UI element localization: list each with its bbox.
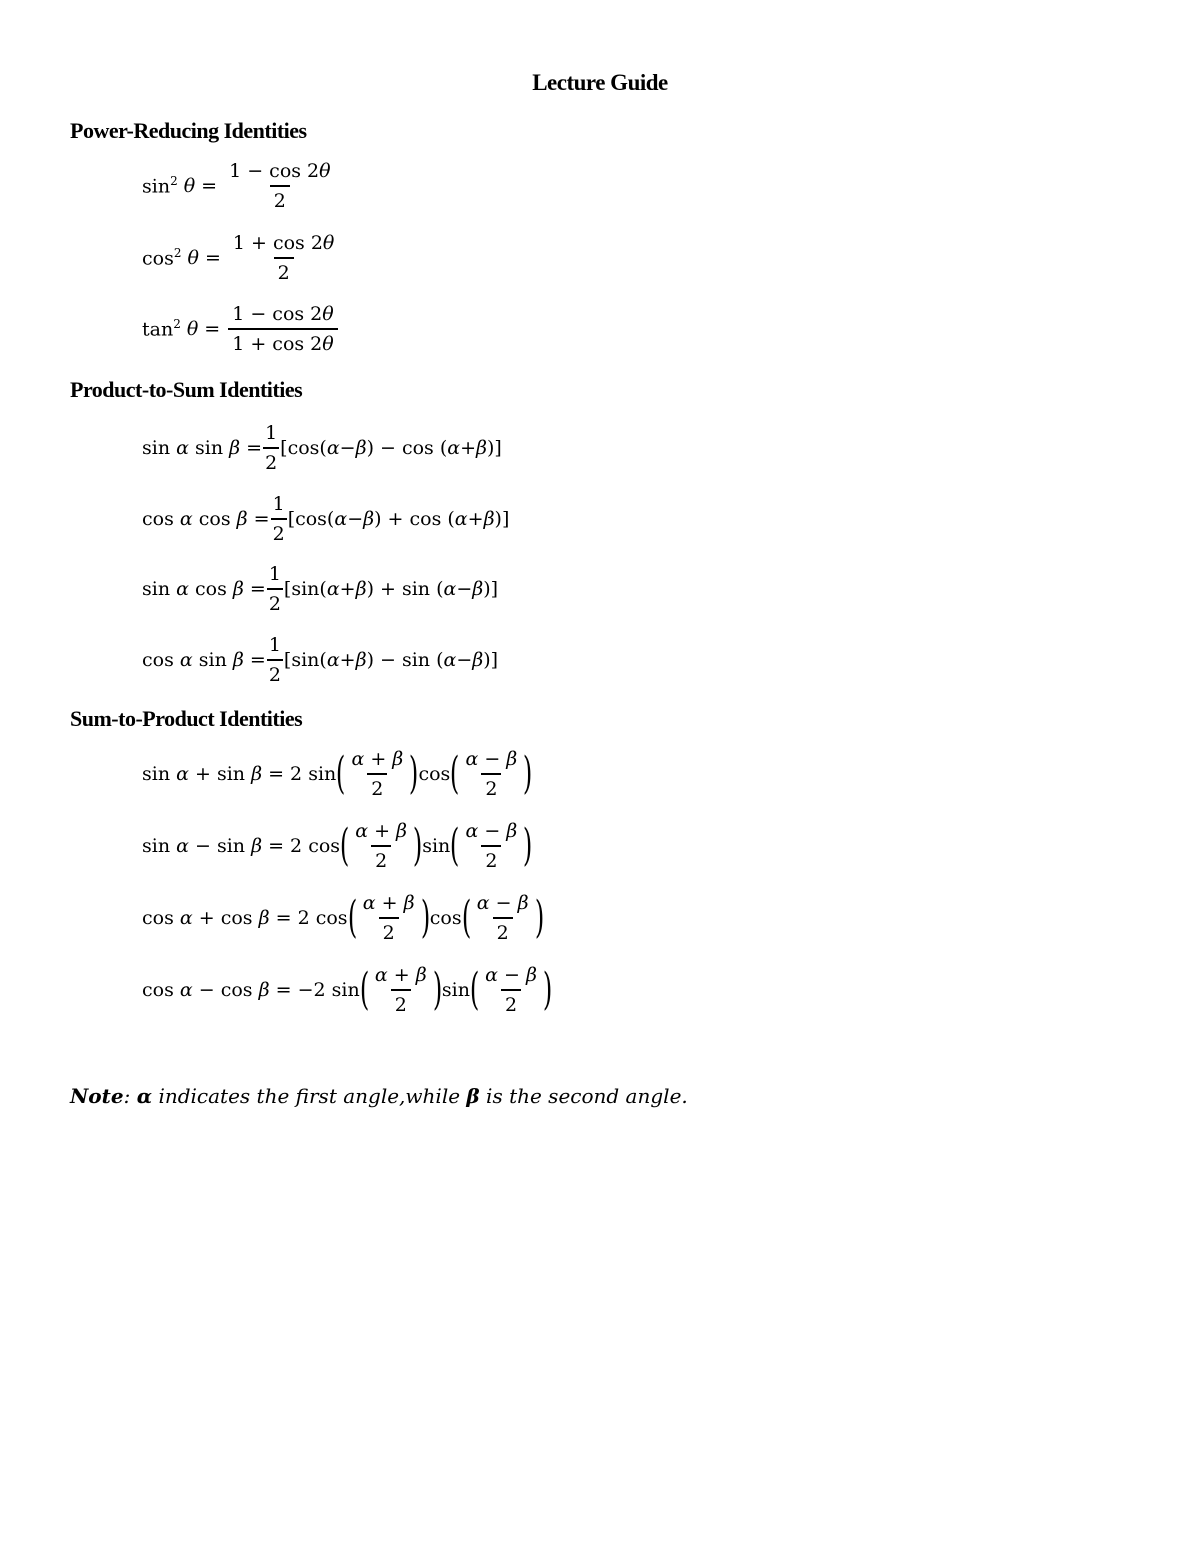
equation-cos-minus-cos: cos α − cos β = −2 sin ( $\frac{\alpha + \beta}{2}$ ) sin ( $\frac{\alpha - \beta}{2}$ ) <box>142 964 553 1016</box>
heading-power-reducing: Power-Reducing Identities <box>70 118 307 143</box>
equation-cos-squared: $\cos^2$ θ = $\frac{1 + \cos 2\theta}{2}$ <box>142 232 335 284</box>
note-text-2: is the second angle. <box>486 1084 688 1108</box>
equation-sin-minus-sin: sin α − sin β = 2 cos ( $\frac{\alpha + \beta}{2}$ ) sin ( $\frac{\alpha - \beta}{2}$ ) <box>142 820 533 872</box>
note-label: Note <box>70 1084 124 1108</box>
heading-product-to-sum: Product-to-Sum Identities <box>70 377 303 402</box>
equation-sin-plus-sin: sin α + sin β = 2 sin ( $\frac{\alpha + \beta}{2}$ ) cos ( $\frac{\alpha - \beta}{2}$ ) <box>142 748 533 800</box>
heading-sum-to-product: Sum-to-Product Identities <box>70 706 303 731</box>
note-text-1: indicates the first angle,while <box>158 1084 461 1108</box>
equation-sin-sin: sin α sin β = $\frac{1}{2}$ [cos( α − β ) − cos ( α + β )] <box>142 422 502 474</box>
equation-sin-squared: $\sin^2$ θ = $\frac{1 - \cos 2\theta}{2}$ <box>142 160 331 212</box>
page-title: Lecture Guide <box>532 70 668 95</box>
equation-cos-cos: cos α cos β = $\frac{1}{2}$ [cos( α − β ) + cos ( α + β )] <box>142 493 510 545</box>
equation-tan-squared: $\tan^2$ θ = $\frac{1 - \cos 2\theta}{1 + \cos 2\theta}$ <box>142 303 340 355</box>
note-alpha: α <box>136 1084 153 1108</box>
note-line: Note: α indicates the first angle,while β is the second angle. <box>70 1084 688 1108</box>
equation-cos-sin: cos α sin β = $\frac{1}{2}$ [sin( α + β ) − sin ( α − β )] <box>142 634 499 686</box>
note-beta: β <box>466 1084 480 1108</box>
equation-sin-cos: sin α cos β = $\frac{1}{2}$ [sin( α + β ) + sin ( α − β )] <box>142 563 499 615</box>
equation-cos-plus-cos: cos α + cos β = 2 cos ( $\frac{\alpha + \beta}{2}$ ) cos ( $\frac{\alpha - \beta}{2}$ ) <box>142 892 544 944</box>
